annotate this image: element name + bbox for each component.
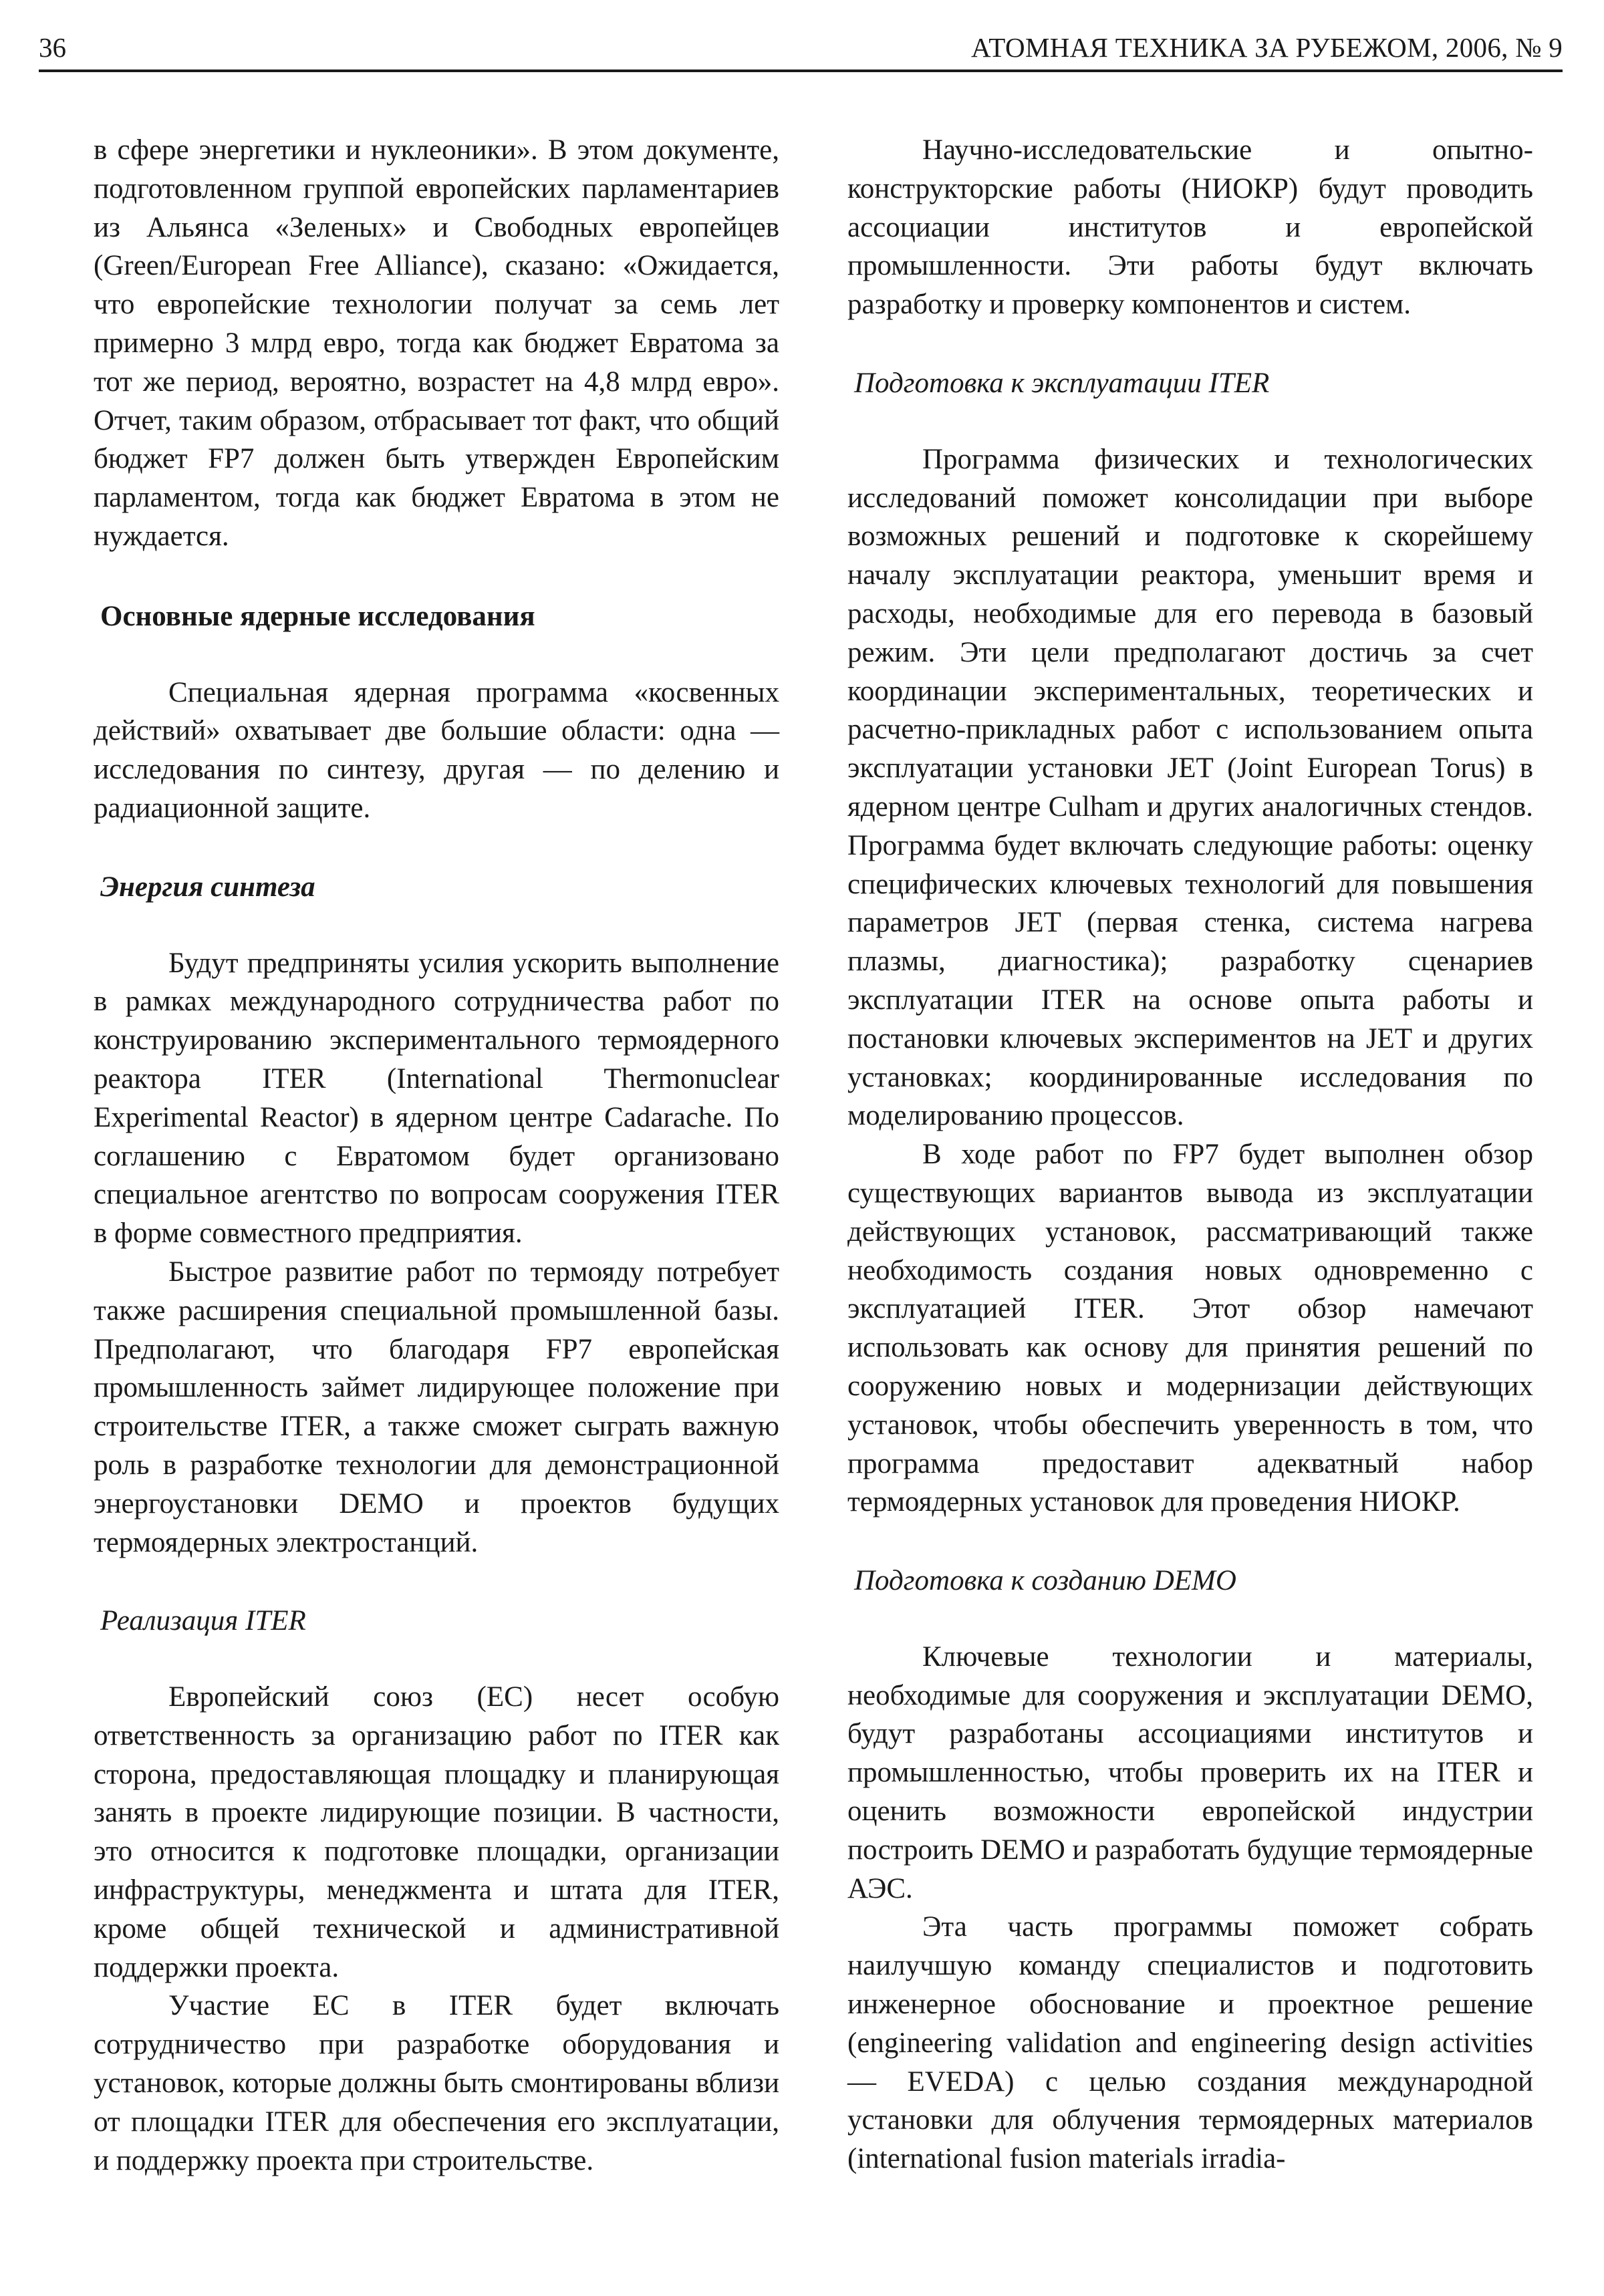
paragraph: в сфере энергетики и нуклеоники». В этом документе, подготовленном группой европейских парламентариев из Альянса «Зеленых» и Свободных европейцев (Green/European Free Alliance), сказано: «Ожидается, что европейские технологии получат за семь лет примерно 3 млрд евро, тогда как бюджет Евратома за тот же период, вероятно, возрастет на 4,8 млрд евро». Отчет, таким образом, отбрасывает тот факт, что общий бюджет FP7 должен быть утвержден Европейским парламентом, тогда как бюджет Евратома в этом не нуждается.	[94, 134, 779, 552]
left-column	[94, 131, 779, 2180]
paragraph: Эта часть программы поможет собрать наилучшую команду специалистов и подготовить инженерное обоснование и проектное решение (engineering validation and engineering design activities — EVEDA) с целью создания международной установки для облучения термоядерных материалов (international fusion materials irradia-	[847, 1911, 1533, 2175]
page-number: 36	[39, 32, 66, 63]
paragraph: Программа физических и технологических исследований поможет консолидации при выборе возможных решений и подготовке к скорейшему началу эксплуатации реактора, уменьшит время и расходы, необходимые для его перевода в базовый режим. Эти цели предполагают достичь за счет координации экспериментальных, теоретических и расчетно-прикладных работ с использованием опыта эксплуатации установки JET (Joint European Torus) в ядерном центре Culham и других аналогичных стендов. Программа будет включать следующие работы: оценку специфических ключевых технологий для повышения параметров JET (первая стенка, система нагрева плазмы, диагностика); разработку сценариев эксплуатации ITER на основе опыта работы и постановки ключевых экспериментов на JET и других установках; координированные исследования по моделированию процессов.	[847, 443, 1533, 1132]
paragraph: Быстрое развитие работ по термояду потребует также расширения специальной промышленной базы. Предполагают, что благодаря FP7 европейская промышленность займет лидирующее положение при строительстве ITER, а также сможет сыграть важную роль в разработке технологии для демонстрационной энергоустановки DEMO и проектов будущих термоядерных электростанций.	[94, 1256, 779, 1558]
paragraph: Специальная ядерная программа «косвенных действий» охватывает две большие области: одна — исследования по синтезу, другая — по делению и радиационной защите.	[94, 676, 779, 824]
header-divider	[39, 69, 1563, 72]
subsection-heading-fusion-energy: Энергия синтеза	[100, 871, 315, 903]
right-column	[847, 131, 1533, 2178]
paragraph: Ключевые технологии и материалы, необходимые для сооружения и эксплуатации DEMO, будут разработаны ассоциациями институтов и промышленностью, чтобы проверить их на ITER и оценить возможности европейской индустрии построить DEMO и разработать будущие термоядерные АЭС.	[847, 1640, 1533, 1904]
paragraph: Европейский союз (ЕС) несет особую ответственность за организацию работ по ITER как сторона, предоставляющая площадку и планирующая занять в проекте лидирующие позиции. В частности, это относится к подготовке площадки, организации инфраструктуры, менеджмента и штата для ITER, кроме общей технической и административной поддержки проекта.	[94, 1681, 779, 1983]
subsection-heading-demo-preparation: Подготовка к созданию DEMO	[854, 1565, 1236, 1597]
running-head	[39, 27, 1563, 68]
paragraph: Научно-исследовательские и опытно-конструкторские работы (НИОКР) будут проводить ассоциации институтов и европейской промышленности. Эти работы будут включать разработку и проверку компонентов и систем.	[847, 134, 1533, 321]
subsection-heading-iter-operation: Подготовка к эксплуатации ITER	[854, 367, 1270, 399]
section-heading-nuclear-research: Основные ядерные исследования	[100, 600, 535, 632]
paragraph: Будут предприняты усилия ускорить выполнение в рамках международного сотрудничества работ по конструированию экспериментального термоядерного реактора ITER (International Thermonuclear Experimental Reactor) в ядерном центре Cadarache. По соглашению с Евратомом будет организовано специальное агентство по вопросам сооружения ITER в форме совместного предприятия.	[94, 947, 779, 1250]
journal-title: АТОМНАЯ ТЕХНИКА ЗА РУБЕЖОМ, 2006, № 9	[970, 32, 1563, 63]
paragraph: Участие ЕС в ITER будет включать сотрудничество при разработке оборудования и установок, которые должны быть смонтированы вблизи от площадки ITER для обеспечения его эксплуатации, и поддержку проекта при строительстве.	[94, 1990, 779, 2176]
subsection-heading-iter-implementation: Реализация ITER	[100, 1605, 306, 1637]
paragraph: В ходе работ по FP7 будет выполнен обзор существующих вариантов вывода из эксплуатации действующих установок, рассматривающий также необходимость создания новых одновременно с эксплуатацией ITER. Этот обзор намечают использовать как основу для принятия решений по сооружению новых и модернизации действующих установок, чтобы обеспечить уверенность в том, что программа предоставит адекватный набор термоядерных установок для проведения НИОКР.	[847, 1139, 1533, 1518]
